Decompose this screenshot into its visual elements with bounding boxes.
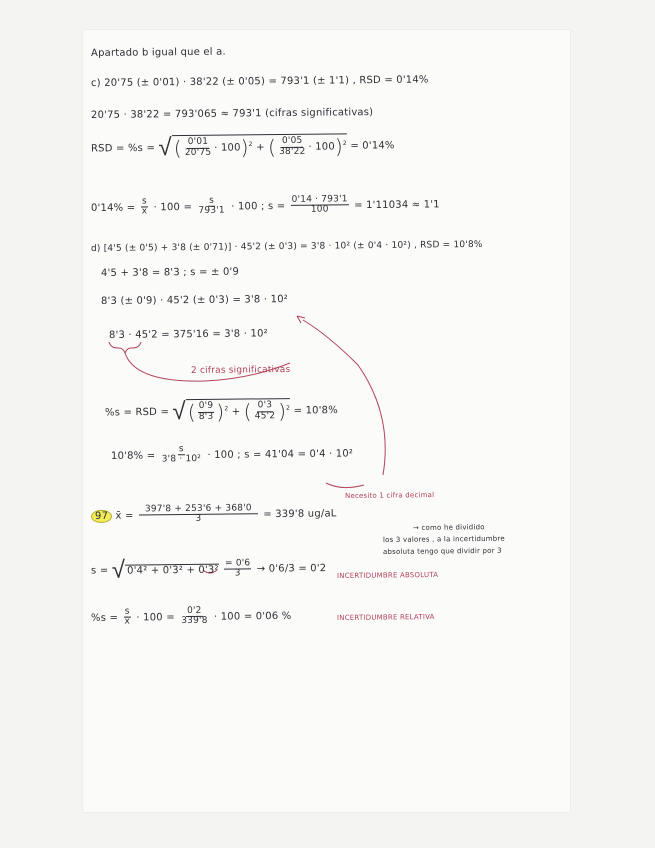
frac-02-339: $\frac{0'2}{339'8}$: [181, 605, 208, 627]
rsd-label: RSD = %s =: [90, 142, 156, 155]
fraction-3: $\frac{0'9}{8'3}$: [198, 400, 214, 422]
frac-06-3: $\frac{= 0'6}{3}$: [224, 557, 251, 579]
note-cifras: 2 cifras significativas: [190, 364, 291, 376]
rsd-result: = 0'14%: [350, 140, 395, 152]
sqrt-icon-3: √: [111, 555, 126, 584]
line-97-rel: %s = $\frac{s}{x̄}$ · 100 = $\frac{0'2}{339'8}$ · 100 = 0'06 %: [90, 605, 292, 628]
line-97-mean: 97 x̄ = $\frac{397'8 + 253'6 + 368'0}{3}$ = 339'8 ug/aL: [91, 503, 337, 525]
note-decimal: Necesito 1 cifra decimal: [344, 491, 435, 500]
line-d-s: 10'8% = $\frac{s}{\text{3'8 · 10²}}$ · 100 ; s = 41'04 = 0'4 · 10²: [110, 444, 354, 465]
line-c-s: 0'14% = $\frac{s}{x̄}$ · 100 = $\frac{s}{793'1}$ · 100 ; s = $\frac{0'14 \cdot 793'1}{100}$ = 1'11034 ≈ 1'1: [90, 194, 440, 217]
line-d-product: 8'3 (± 0'9) · 45'2 (± 0'3) = 3'8 · 10²: [100, 294, 289, 307]
line-d-statement: d) [4'5 (± 0'5) + 3'8 (± 0'71)] · 45'2 (± 0'3) = 3'8 · 10² (± 0'4 · 10²) , RSD = 10'8%: [90, 239, 483, 254]
line-c-product: 20'75 · 38'22 = 793'065 ≈ 793'1 (cifras significativas): [90, 107, 374, 121]
sqrt-icon-2: √: [172, 397, 186, 426]
line-d-calc: 8'3 · 45'2 = 375'16 = 3'8 · 10²: [108, 328, 268, 341]
frac-s-7931: $\frac{s}{793'1}$: [198, 195, 225, 217]
frac-mean: $\frac{397'8 + 253'6 + 368'0}{3}$: [139, 504, 258, 525]
exercise-number-badge: 97: [91, 510, 112, 523]
note-dividido-1: → como he dividido: [412, 523, 485, 532]
frac-s-x-2: $\frac{s}{x̄}$: [124, 606, 131, 628]
notebook-page: [83, 30, 570, 812]
note-abs: INCERTIDUMBRE ABSOLUTA: [336, 570, 439, 580]
line-c-statement: c) 20'75 (± 0'01) · 38'22 (± 0'05) = 793'1 (± 1'1) , RSD = 0'14%: [90, 74, 429, 89]
frac-s-result: $\frac{0'14 \cdot 793'1}{100}$: [291, 194, 348, 216]
sqrt-icon: √: [158, 133, 172, 162]
root-expression: ( $\frac{0'01}{20'75}$ · 100)$^2$ + ( $\frac{0'05}{38'22}$ · 100)$^2$: [172, 133, 347, 160]
note-dividido-3: absoluta tengo que dividir por 3: [382, 546, 502, 556]
note-rel: INCERTIDUMBRE RELATIVA: [336, 612, 435, 622]
fraction-2: $\frac{0'05}{38'22}$: [279, 135, 306, 157]
line-97-s: s = √ 0'4² + 0'3² + 0'3² $\frac{= 0'6}{3}$ → 0'6/3 = 0'2: [90, 555, 327, 584]
note-dividido-2: los 3 valores , a la incertidumbre: [382, 534, 505, 544]
line-apartado-b: Apartado b igual que el a.: [90, 46, 226, 59]
frac-s-x: $\frac{s}{x̄}$: [141, 196, 148, 217]
line-d-rsd: %s = RSD = √( $\frac{0'9}{8'3}$ )$^2$ + ( $\frac{0'3}{45'2}$ )$^2$ = 10'8%: [104, 397, 338, 426]
fraction-4: $\frac{0'3}{45'2}$: [254, 400, 276, 421]
fraction-1: $\frac{0'01}{20'75}$: [184, 136, 212, 158]
frac-s-38: $\frac{s}{\text{3'8 · 10²}}$: [161, 444, 202, 465]
line-d-sum: 4'5 + 3'8 = 8'3 ; s = ± 0'9: [100, 266, 240, 279]
